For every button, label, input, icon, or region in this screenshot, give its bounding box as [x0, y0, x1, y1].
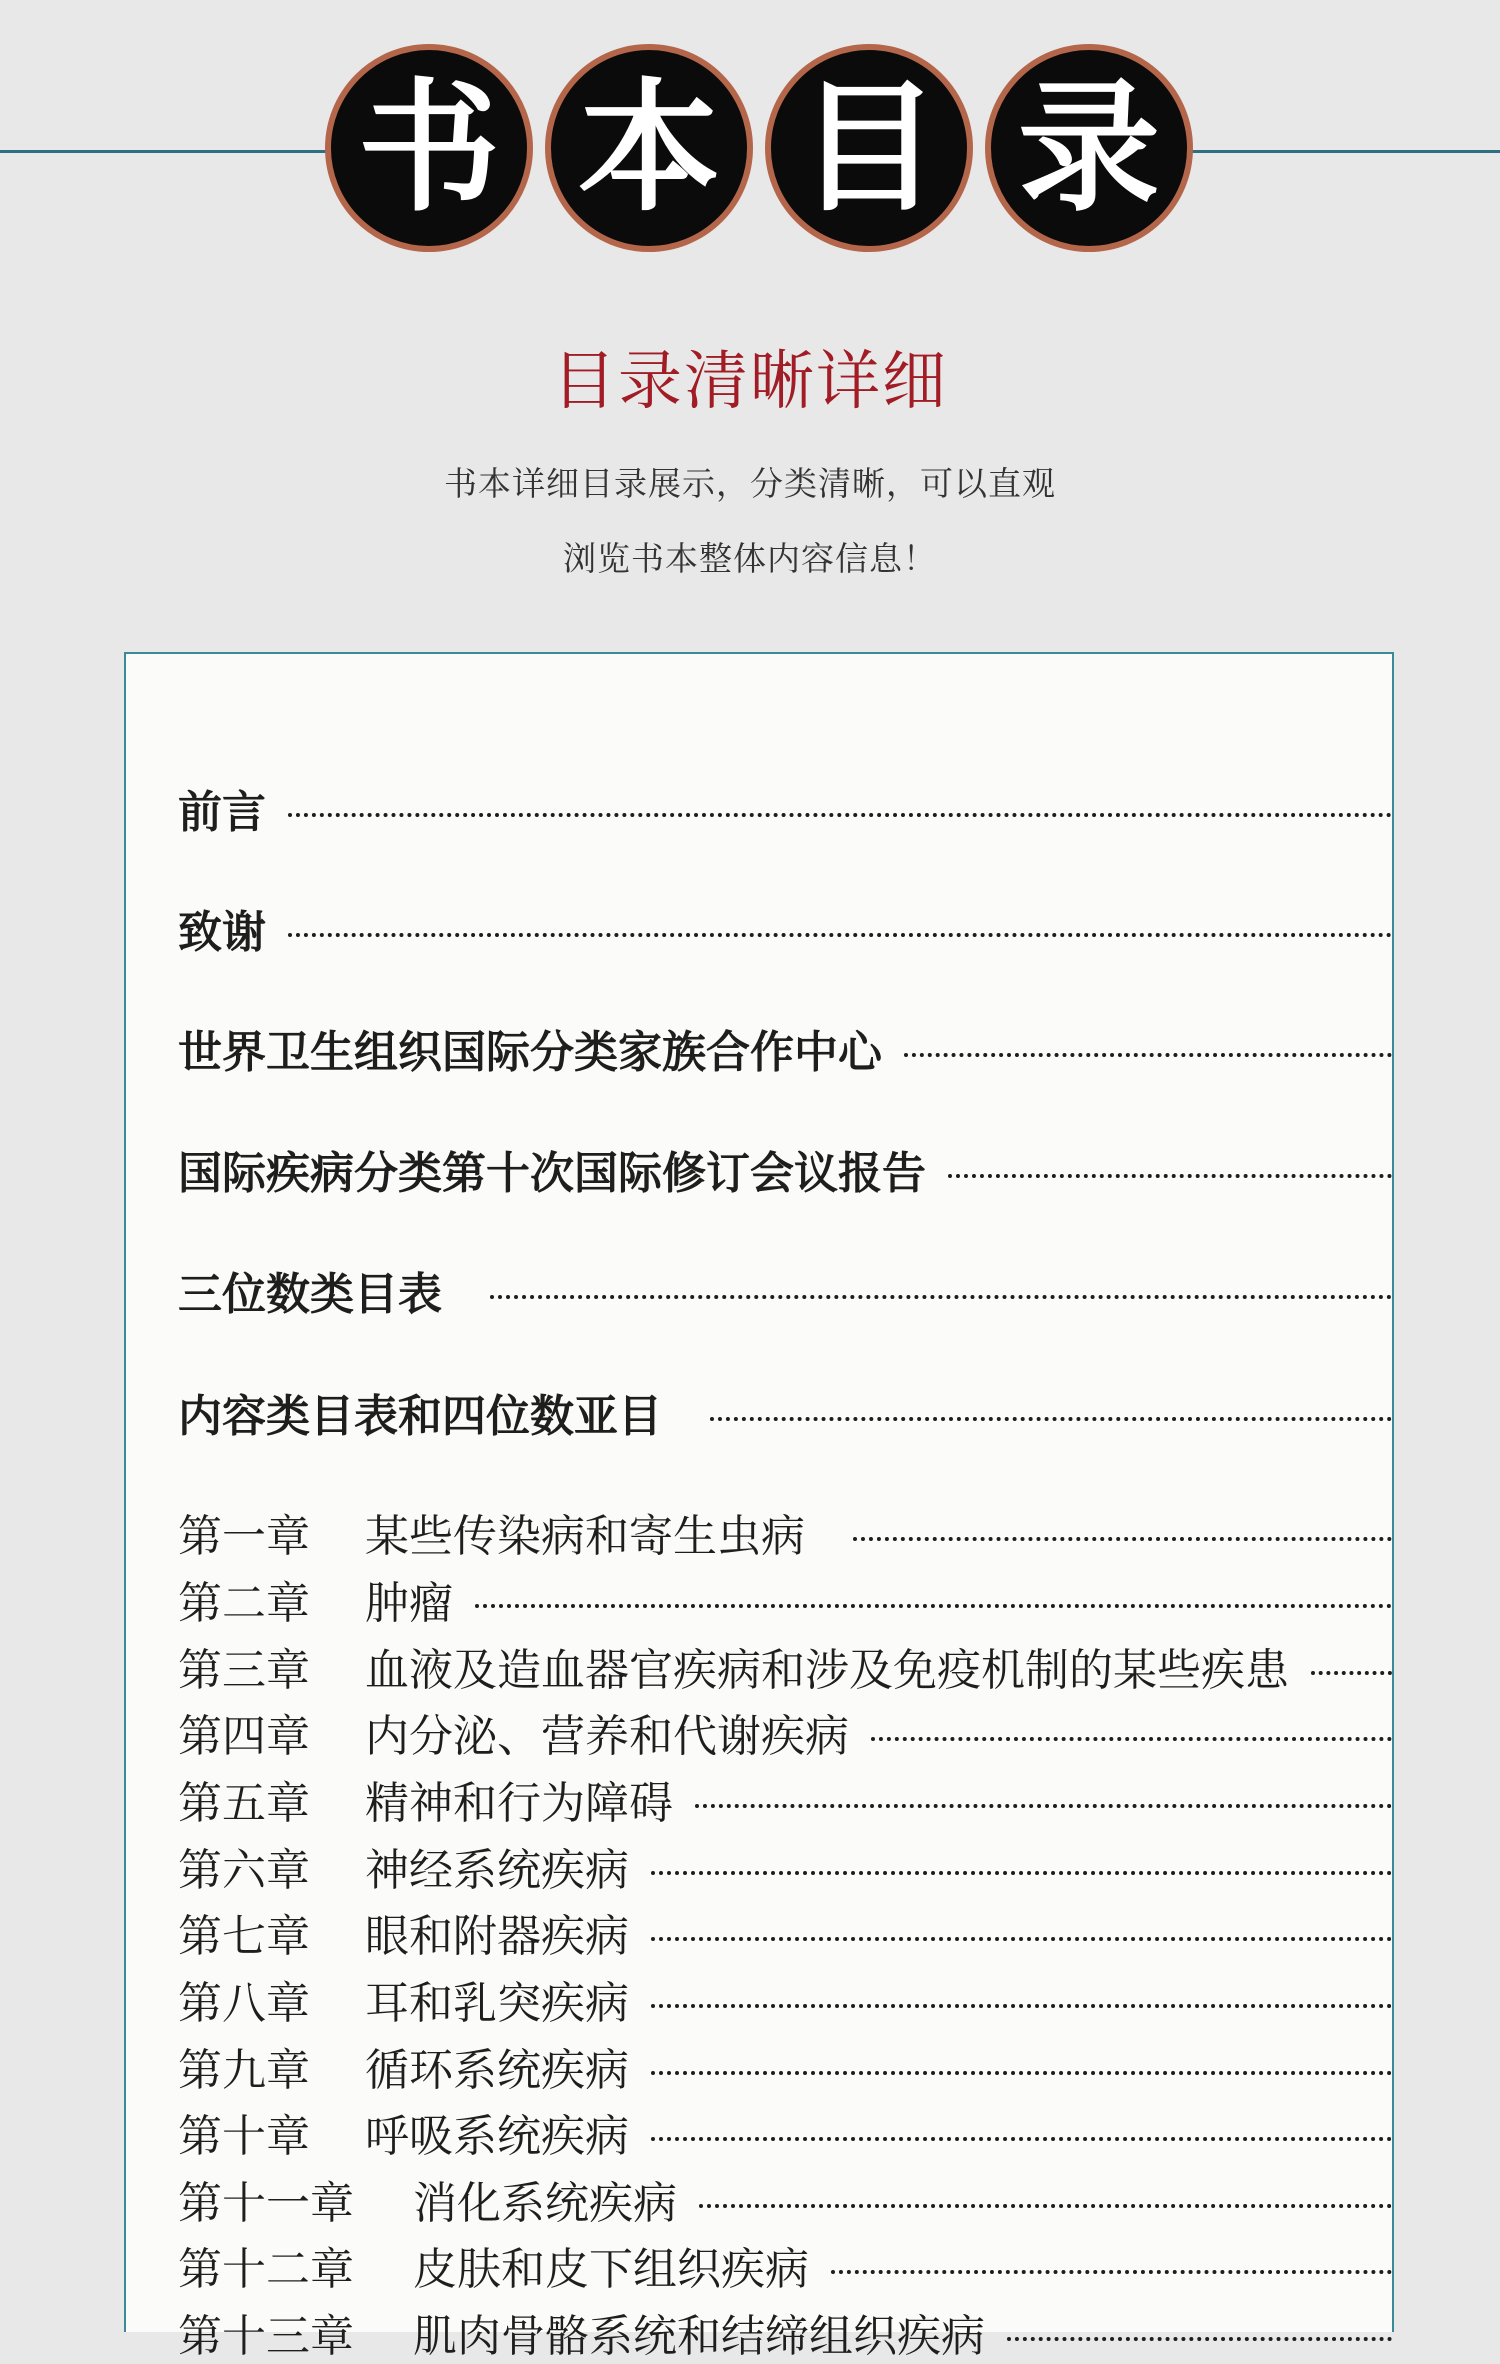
toc-front-title: 前言	[178, 787, 266, 838]
toc-front-item[interactable]	[178, 1258, 1392, 1322]
chapter-number: 第十三章	[178, 2311, 354, 2362]
toc-chapter-item[interactable]	[178, 1967, 1392, 2031]
chapter-title: 血液及造血器官疾病和涉及免疫机制的某些疾患	[365, 1645, 1289, 1696]
chapter-number: 第七章	[178, 1911, 310, 1962]
chapter-number: 第二章	[178, 1578, 310, 1629]
chapter-title: 神经系统疾病	[365, 1845, 629, 1896]
chapter-title: 眼和附器疾病	[365, 1911, 629, 1962]
leader-dots	[651, 2004, 1392, 2008]
toc-front-title: 内容类目表和四位数亚目	[178, 1391, 662, 1442]
chapter-number: 第十章	[178, 2111, 310, 2162]
leader-dots	[904, 1053, 1392, 1057]
chapter-title: 精神和行为障碍	[365, 1778, 673, 1829]
chapter-number: 第九章	[178, 2045, 310, 2096]
chapter-title: 耳和乳突疾病	[365, 1978, 629, 2029]
page-title	[325, 44, 1195, 259]
toc-front-item[interactable]	[178, 896, 1392, 960]
title-char-2: 本	[545, 44, 753, 252]
toc-front-item[interactable]	[178, 1137, 1392, 1201]
leader-dots	[1007, 2337, 1392, 2341]
toc-chapter-item[interactable]	[178, 1500, 1392, 1564]
toc-chapter-item[interactable]	[178, 1834, 1392, 1898]
leader-dots	[710, 1417, 1392, 1421]
toc-chapter-item[interactable]	[178, 1634, 1392, 1698]
chapter-number: 第三章	[178, 1645, 310, 1696]
toc-panel	[124, 652, 1394, 2362]
toc-front-title: 国际疾病分类第十次国际修订会议报告	[178, 1148, 926, 1199]
leader-dots	[871, 1737, 1392, 1741]
chapter-number: 第十二章	[178, 2244, 354, 2295]
toc-chapter-item[interactable]	[178, 1767, 1392, 1831]
leader-dots	[288, 813, 1392, 817]
leader-dots	[831, 2270, 1392, 2274]
description-line-1: 书本详细目录展示，分类清晰，可以直观	[444, 464, 1056, 503]
title-char-3: 目	[765, 44, 973, 252]
leader-dots	[475, 1604, 1392, 1608]
leader-dots	[695, 1804, 1392, 1808]
toc-front-title: 致谢	[178, 907, 266, 958]
toc-chapter-item[interactable]	[178, 2100, 1392, 2164]
leader-dots	[651, 2137, 1392, 2141]
leader-dots	[651, 2071, 1392, 2075]
toc-chapter-item[interactable]	[178, 2167, 1392, 2231]
chapter-number: 第五章	[178, 1778, 310, 1829]
chapter-title: 消化系统疾病	[413, 2178, 677, 2229]
toc-chapter-item[interactable]	[178, 1900, 1392, 1964]
toc-front-item[interactable]	[178, 1016, 1392, 1080]
chapter-number: 第一章	[178, 1511, 310, 1562]
chapter-number: 第六章	[178, 1845, 310, 1896]
toc-chapter-item[interactable]	[178, 2233, 1392, 2297]
chapter-number: 第十一章	[178, 2178, 354, 2229]
chapter-title: 循环系统疾病	[365, 2045, 629, 2096]
leader-dots	[651, 1871, 1392, 1875]
toc-chapter-item[interactable]	[178, 1700, 1392, 1764]
toc-front-title: 三位数类目表	[178, 1269, 442, 1320]
leader-dots	[288, 933, 1392, 937]
description-line-2: 浏览书本整体内容信息！	[563, 539, 937, 578]
chapter-title: 肿瘤	[365, 1578, 453, 1629]
chapter-title: 皮肤和皮下组织疾病	[413, 2244, 809, 2295]
chapter-number: 第四章	[178, 1711, 310, 1762]
leader-dots	[490, 1295, 1392, 1299]
chapter-number: 第八章	[178, 1978, 310, 2029]
leader-dots	[1311, 1671, 1392, 1675]
toc-front-item[interactable]	[178, 1380, 1392, 1444]
leader-dots	[651, 1937, 1392, 1941]
header-line-right	[1190, 150, 1500, 153]
title-char-1: 书	[325, 44, 533, 252]
toc-chapter-item[interactable]	[178, 1567, 1392, 1631]
toc-chapter-item[interactable]	[178, 2300, 1392, 2364]
leader-dots	[853, 1537, 1392, 1541]
toc-chapter-item[interactable]	[178, 2034, 1392, 2098]
header-line-left	[0, 150, 330, 153]
title-char-4: 录	[985, 44, 1193, 252]
leader-dots	[699, 2204, 1392, 2208]
chapter-title: 呼吸系统疾病	[365, 2111, 629, 2162]
subtitle: 目录清晰详细	[552, 345, 948, 419]
toc-front-item[interactable]	[178, 776, 1392, 840]
toc-front-title: 世界卫生组织国际分类家族合作中心	[178, 1027, 882, 1078]
chapter-title: 肌肉骨骼系统和结缔组织疾病	[413, 2311, 985, 2362]
chapter-title: 某些传染病和寄生虫病	[365, 1511, 805, 1562]
chapter-title: 内分泌、营养和代谢疾病	[365, 1711, 849, 1762]
leader-dots	[948, 1174, 1392, 1178]
